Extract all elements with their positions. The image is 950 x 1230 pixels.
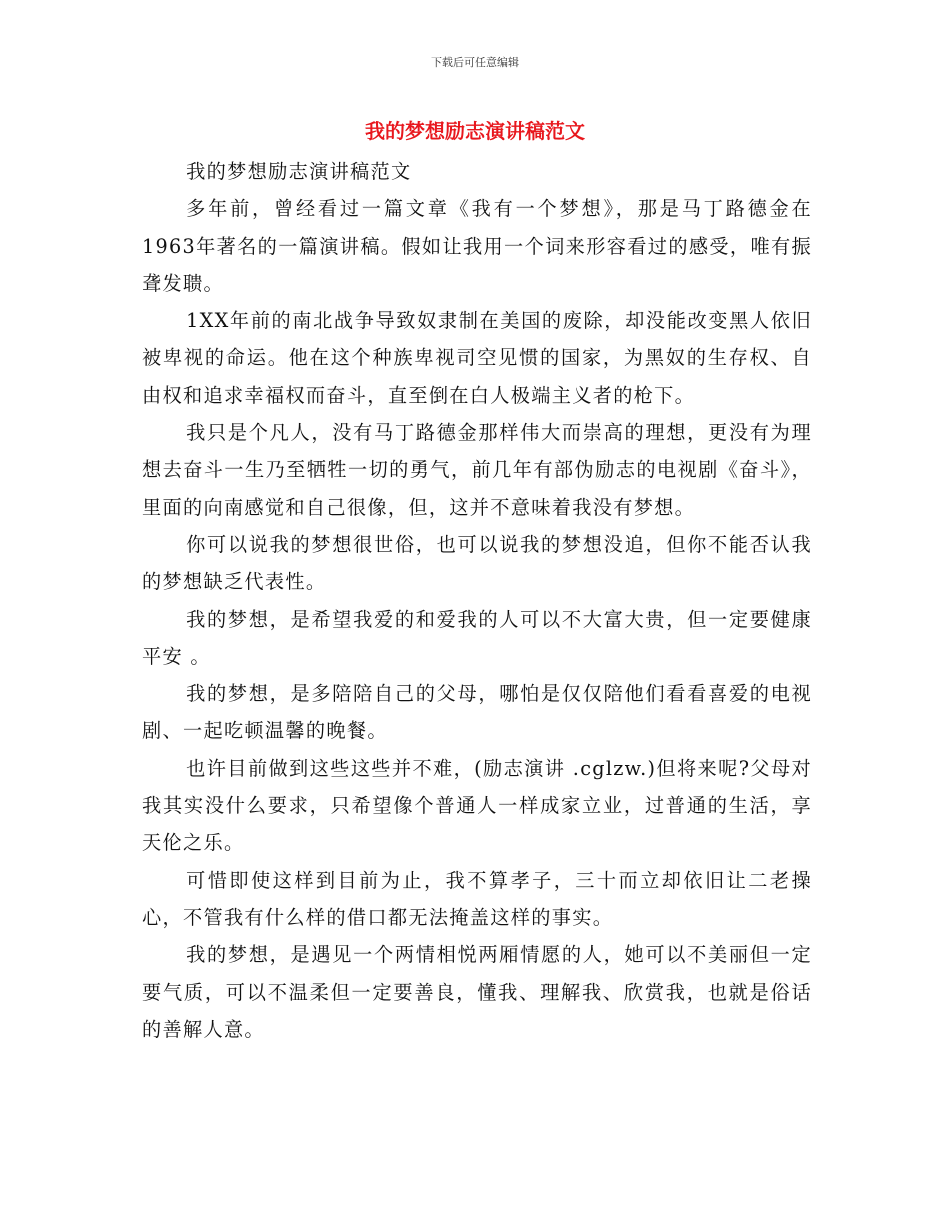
paragraph: 我的梦想，是遇见一个两情相悦两厢情愿的人，她可以不美丽但一定要气质，可以不温柔但一定要善良，懂我、理解我、欣赏我，也就是俗话的善解人意。 (142, 943, 812, 1041)
paragraph: 我的梦想，是多陪陪自己的父母，哪怕是仅仅陪他们看看喜爱的电视剧、一起吃顿温馨的晚餐。 (142, 682, 812, 743)
header-note: 下载后可任意编辑 (431, 56, 519, 69)
paragraph: 可惜即使这样到目前为止，我不算孝子，三十而立却依旧让二老操心，不管我有什么样的借口都无法掩盖这样的事实。 (142, 868, 812, 929)
paragraph: 我只是个凡人，没有马丁路德金那样伟大而崇高的理想，更没有为理想去奋斗一生乃至牺牲一切的勇气，前几年有部伪励志的电视剧《奋斗》，里面的向南感觉和自己很像，但，这并不意味着我没有梦想。 (142, 421, 812, 519)
document-body (142, 153, 812, 1048)
paragraph: 也许目前做到这些这些并不难，(励志演讲 .cglzw.)但将来呢?父母对我其实没什么要求，只希望像个普通人一样成家立业，过普通的生活，享天伦之乐。 (142, 756, 812, 855)
paragraph: 我的梦想，是希望我爱的和爱我的人可以不大富大贵，但一定要健康平安 。 (142, 607, 812, 668)
paragraph-subtitle: 我的梦想励志演讲稿范文 (186, 160, 412, 183)
document-title: 我的梦想励志演讲稿范文 (365, 119, 585, 143)
paragraph: 多年前，曾经看过一篇文章《我有一个梦想》，那是马丁路德金在1963年著名的一篇演讲稿。假如让我用一个词来形容看过的感受，唯有振聋发聩。 (142, 197, 812, 295)
paragraph: 1XX年前的南北战争导致奴隶制在美国的废除，却没能改变黑人依旧被卑视的命运。他在这个种族卑视司空见惯的国家，为黑奴的生存权、自由权和追求幸福权而奋斗，直至倒在白人极端主义者的枪下。 (142, 309, 812, 407)
paragraph: 你可以说我的梦想很世俗，也可以说我的梦想没追，但你不能否认我的梦想缺乏代表性。 (142, 532, 812, 594)
